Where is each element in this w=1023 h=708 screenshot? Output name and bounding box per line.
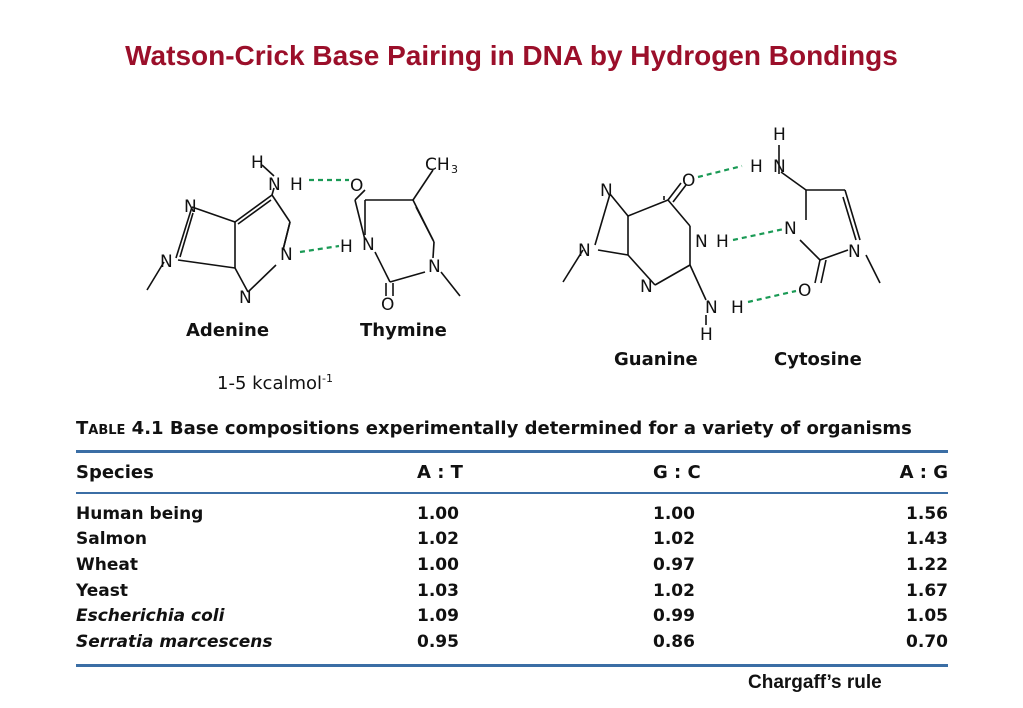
- ag-cell: 1.67: [906, 580, 948, 601]
- atom-label: N: [362, 235, 375, 255]
- atom-label: O: [798, 281, 812, 301]
- species-cell: Yeast: [76, 580, 128, 601]
- ag-cell: 1.05: [906, 606, 948, 627]
- table-bottom-rule: [76, 664, 948, 667]
- atom-label: N: [160, 252, 173, 272]
- atom-label: N: [280, 245, 293, 265]
- gc-cell: 1.02: [653, 580, 695, 601]
- table-row: [76, 552, 948, 578]
- gc-cell: 1.00: [653, 503, 695, 524]
- at-cell: 1.09: [417, 606, 459, 627]
- atom-label: H: [700, 325, 713, 345]
- atom-label: N: [578, 241, 591, 261]
- at-cell: 1.03: [417, 580, 459, 601]
- table-row: [76, 603, 948, 629]
- atom-label: N: [640, 277, 653, 297]
- species-cell: Human being: [76, 503, 204, 524]
- col-header-gc: G : C: [653, 461, 701, 483]
- at-cell: 1.00: [417, 554, 459, 575]
- atom-label: O: [682, 171, 696, 191]
- at-cell: 1.02: [417, 529, 459, 550]
- table-caption-text: Base compositions experimentally determined for a variety of organisms: [169, 418, 912, 439]
- thymine-label: Thymine: [360, 320, 447, 341]
- atom-label: N: [600, 181, 613, 201]
- guanine-label: Guanine: [614, 349, 698, 370]
- ag-cell: 1.56: [906, 503, 948, 524]
- gc-cell: 1.02: [653, 529, 695, 550]
- species-cell: Salmon: [76, 529, 148, 550]
- atom-label: N: [695, 232, 708, 252]
- atom-label: N: [784, 219, 797, 239]
- adenine-label: Adenine: [186, 320, 270, 341]
- table-number: Table 4.1: [76, 418, 164, 439]
- atom-label: H: [731, 298, 744, 318]
- atom-label: H: [750, 157, 763, 177]
- atom-label: N: [705, 298, 718, 318]
- gc-cell: 0.97: [653, 554, 695, 575]
- atom-label: H: [290, 175, 303, 195]
- table-top-rule: [76, 450, 948, 453]
- atom-label: N: [773, 157, 786, 177]
- species-cell: Serratia marcescens: [76, 631, 273, 652]
- table-row: [76, 578, 948, 604]
- species-cell: Escherichia coli: [76, 606, 225, 627]
- gc-cell: 0.99: [653, 606, 695, 627]
- table-header-row: [76, 455, 948, 489]
- atom-label: H: [716, 232, 729, 252]
- col-header-ag: A : G: [899, 461, 948, 483]
- bond-energy-label: 1-5 kcalmol$^{-1}$: [217, 372, 333, 394]
- atom-label: N: [848, 242, 861, 262]
- col-header-species: Species: [76, 461, 154, 483]
- at-cell: 1.00: [417, 503, 459, 524]
- ag-cell: 0.70: [906, 631, 948, 652]
- atom-label: CH: [425, 155, 450, 175]
- atom-label: N: [268, 175, 281, 195]
- cytosine-label: Cytosine: [774, 349, 862, 370]
- atom-label: O: [381, 295, 395, 315]
- chargaff-rule-note: Chargaff’s rule: [748, 672, 882, 693]
- base-composition-table: [76, 455, 948, 655]
- species-cell: Wheat: [76, 554, 138, 575]
- atom-label: H: [773, 125, 786, 145]
- atom-labels: [160, 125, 861, 345]
- at-cell: 0.95: [417, 631, 459, 652]
- atom-label: 3: [451, 163, 458, 176]
- page-title: Watson-Crick Base Pairing in DNA by Hydrogen Bondings: [125, 40, 898, 71]
- atom-label: N: [428, 257, 441, 277]
- table-row: [76, 629, 948, 655]
- table-row: [76, 527, 948, 553]
- gc-cell: 0.86: [653, 631, 695, 652]
- atom-label: N: [239, 288, 252, 308]
- atom-label: H: [340, 237, 353, 257]
- atom-label: O: [350, 176, 364, 196]
- ag-cell: 1.43: [906, 529, 948, 550]
- col-header-at: A : T: [417, 461, 463, 483]
- atom-label: N: [184, 197, 197, 217]
- atom-label: H: [251, 153, 264, 173]
- ag-cell: 1.22: [906, 554, 948, 575]
- table-caption: [76, 418, 912, 439]
- table-row: [76, 489, 948, 527]
